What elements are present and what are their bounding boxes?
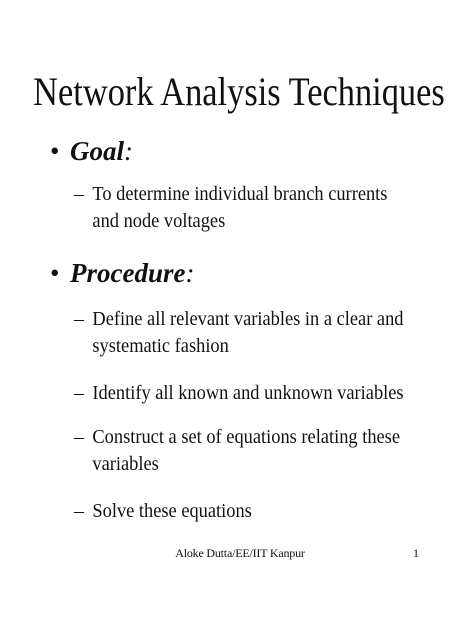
dash-icon: – — [74, 183, 84, 205]
bullet-icon: • — [50, 136, 60, 166]
sub-item-text: To determine individual branch currents and node voltages — [92, 183, 388, 232]
sub-item-text: Identify all known and unknown variables — [92, 382, 404, 404]
dash-icon: – — [74, 382, 84, 404]
sub-item — [74, 424, 404, 478]
footer-author: Aloke Dutta/EE/IIT Kanpur — [175, 546, 305, 560]
sub-item-text: Solve these equations — [92, 500, 252, 522]
sub-item-text: Define all relevant variables in a clear and systematic fashion — [92, 308, 404, 357]
sub-item — [74, 181, 404, 235]
bullet-term: Goal — [70, 136, 124, 166]
slide-title: Network Analysis Techniques — [33, 69, 445, 114]
bullet-procedure — [50, 257, 194, 289]
sub-item — [74, 306, 404, 360]
dash-icon: – — [74, 308, 84, 330]
dash-icon: – — [74, 426, 84, 448]
bullet-goal — [50, 135, 133, 167]
bullet-term: Procedure — [70, 258, 186, 288]
sub-item — [74, 380, 404, 407]
bullet-icon: • — [50, 258, 60, 288]
dash-icon: – — [74, 500, 84, 522]
page-number: 1 — [413, 546, 419, 560]
sub-item — [74, 498, 404, 525]
bullet-colon: : — [124, 136, 133, 166]
bullet-colon: : — [185, 258, 195, 288]
sub-item-text: Construct a set of equations relating these variables — [92, 426, 401, 475]
